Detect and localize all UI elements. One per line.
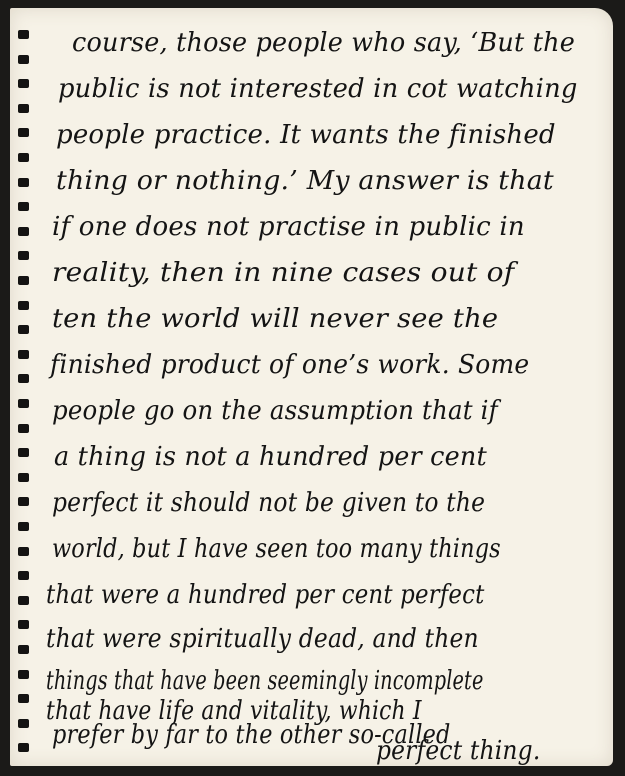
binding-hole (18, 620, 29, 629)
binding-hole (18, 694, 29, 703)
note-line-18: perfect thing. (376, 736, 541, 766)
binding-hole (18, 571, 29, 580)
note-line-12: world, but I have seen too many things (52, 534, 501, 564)
binding-hole (18, 79, 29, 88)
note-line-2: public is not interested in cot watching (58, 74, 578, 104)
spiral-binding-holes (10, 8, 38, 766)
note-line-10: a thing is not a hundred per cent (54, 442, 487, 472)
binding-hole (18, 424, 29, 433)
binding-hole (18, 251, 29, 260)
binding-hole (18, 596, 29, 605)
binding-hole (18, 547, 29, 556)
note-line-3: people practice. It wants the finished (56, 120, 556, 150)
handwritten-note (46, 14, 612, 766)
binding-hole (18, 448, 29, 457)
note-line-5: if one does not practise in public in (52, 212, 525, 242)
binding-hole (18, 743, 29, 752)
binding-hole (18, 719, 29, 728)
binding-hole (18, 301, 29, 310)
note-line-14: that were spiritually dead, and then (46, 624, 479, 654)
note-line-13: that were a hundred per cent perfect (46, 580, 485, 610)
binding-hole (18, 202, 29, 211)
binding-hole (18, 178, 29, 187)
binding-hole (18, 645, 29, 654)
note-line-6: reality, then in nine cases out of (52, 258, 515, 288)
binding-hole (18, 128, 29, 137)
binding-hole (18, 522, 29, 531)
binding-hole (18, 374, 29, 383)
binding-hole (18, 276, 29, 285)
note-line-11: perfect it should not be given to the (52, 488, 486, 518)
note-line-17: prefer by far to the other so-called (52, 720, 451, 750)
note-line-1: course, those people who say, ‘But the (72, 28, 576, 58)
binding-hole (18, 30, 29, 39)
binding-hole (18, 399, 29, 408)
note-line-15: things that have been seemingly incomplete (46, 666, 484, 696)
binding-hole (18, 350, 29, 359)
binding-hole (18, 55, 29, 64)
binding-hole (18, 473, 29, 482)
binding-hole (18, 227, 29, 236)
binding-hole (18, 104, 29, 113)
note-line-7: ten the world will never see the (52, 304, 499, 334)
note-line-9: people go on the assumption that if (52, 396, 498, 426)
binding-hole (18, 497, 29, 506)
note-line-16: that have life and vitality, which I (46, 696, 422, 726)
binding-hole (18, 670, 29, 679)
note-line-8: finished product of one’s work. Some (50, 350, 530, 380)
note-line-4: thing or nothing.’ My answer is that (56, 166, 554, 196)
binding-hole (18, 153, 29, 162)
binding-hole (18, 325, 29, 334)
